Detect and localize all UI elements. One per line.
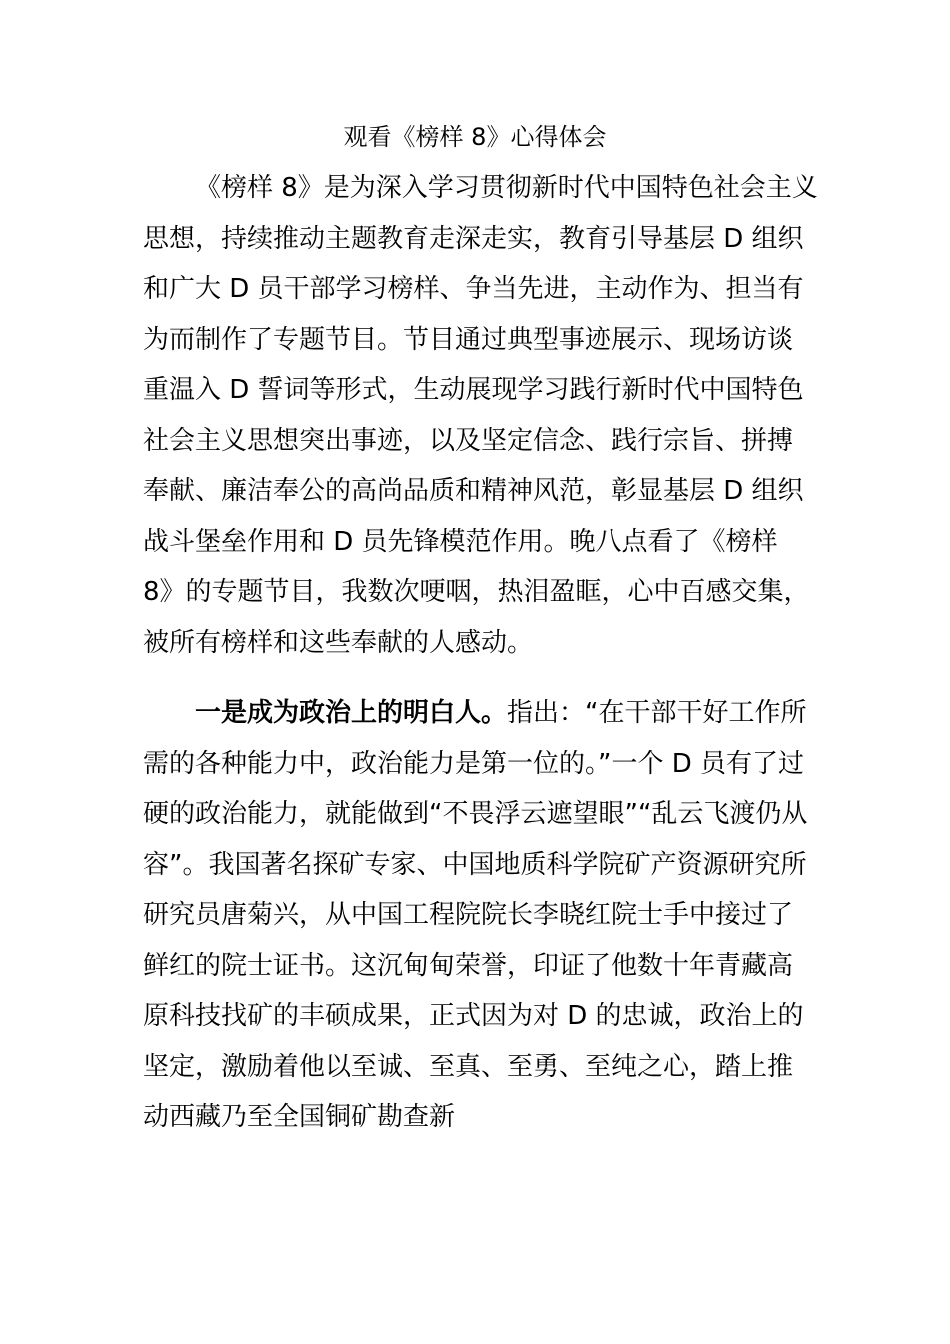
paragraph-line: 需的各种能力中，政治能力是第一位的。”一个 D 员有了过 <box>143 748 805 779</box>
paragraph-line: 鲜红的院士证书。这沉甸甸荣誉，印证了他数十年青藏高 <box>143 950 794 981</box>
paragraph-text: 指出：“在干部干好工作所 <box>507 698 807 728</box>
paragraph-line: 奉献、廉洁奉公的高尚品质和精神风范，彰显基层 D 组织 <box>143 476 804 506</box>
paragraph-line: 社会主义思想突出事迹，以及坚定信念、践行宗旨、拼搏 <box>143 425 794 456</box>
paragraph-line: 原科技找矿的丰硕成果，正式因为对 D 的忠诚，政治上的 <box>143 1001 804 1031</box>
paragraph-line: 战斗堡垒作用和 D 员先锋模范作用。晚八点看了《榜样 <box>143 526 778 557</box>
document-title: 观看《榜样 8》心得体会 <box>343 123 607 151</box>
paragraph-line: 8》的专题节目，我数次哽咽，热泪盈眶，心中百感交集， <box>143 577 810 607</box>
paragraph-line: 硬的政治能力，就能做到“不畏浮云遮望眼”“乱云飞渡仍从 <box>143 799 808 829</box>
document-body <box>143 163 818 1143</box>
paragraph-political <box>143 688 813 1143</box>
paragraph-spacer <box>143 668 813 688</box>
paragraph-line: 动西藏乃至全国铜矿勘查新 <box>143 1102 456 1132</box>
paragraph-line: 重温入 D 誓词等形式，生动展现学习践行新时代中国特色 <box>143 375 804 405</box>
paragraph-line: 和广大 D 员干部学习榜样、争当先进，主动作为、担当有 <box>143 274 804 304</box>
paragraph-line <box>143 688 813 739</box>
section-heading: 一是成为政治上的明白人。 <box>195 698 508 728</box>
paragraph-line: 被所有榜样和这些奉献的人感动。 <box>143 627 534 658</box>
paragraph-line: 研究员唐菊兴，从中国工程院院长李晓红院士手中接过了 <box>143 900 794 930</box>
paragraph-intro <box>143 163 818 668</box>
paragraph-line: 为而制作了专题节目。节目通过典型事迹展示、现场访谈 <box>143 324 794 355</box>
paragraph-line: 容”。我国著名探矿专家、中国地质科学院矿产资源研究所 <box>143 849 807 880</box>
paragraph-line: 《榜样 8》是为深入学习贯彻新时代中国特色社会主义 <box>195 173 818 203</box>
paragraph-line: 坚定，激励着他以至诚、至真、至勇、至纯之心，踏上推 <box>143 1051 794 1082</box>
paragraph-line: 思想，持续推动主题教育走深走实，教育引导基层 D 组织 <box>143 223 804 254</box>
